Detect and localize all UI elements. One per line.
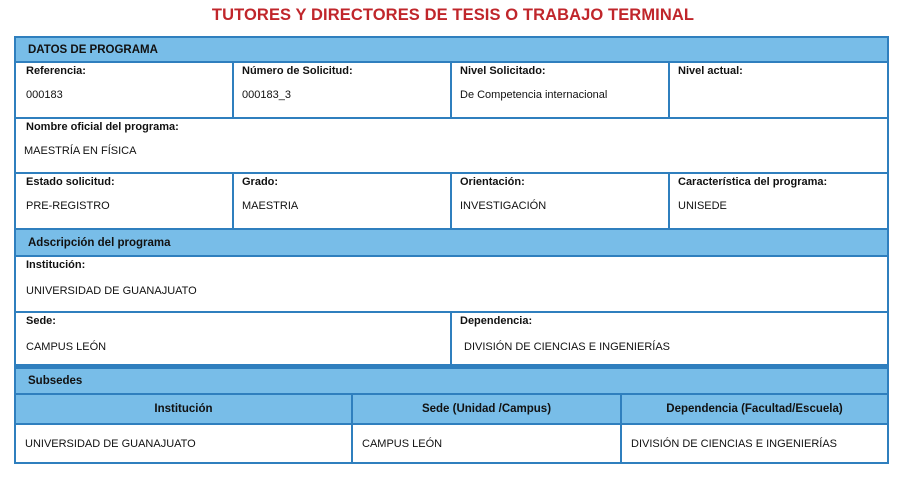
column-header-sede: Sede (Unidad /Campus) [351,393,622,425]
field-label: Dependencia: [460,315,533,327]
column-header-dependencia: Dependencia (Facultad/Escuela) [620,393,889,425]
field-label: Nivel Solicitado: [460,65,546,77]
field-grado [232,172,452,230]
section-header-adscripcion: Adscripción del programa [14,228,889,257]
field-value: UNISEDE [678,200,727,212]
section-header-datos-programa: DATOS DE PROGRAMA [14,36,889,63]
field-label: Característica del programa: [678,176,828,188]
field-institucion [14,255,889,313]
field-label: Grado: [242,176,279,188]
field-estado-solicitud [14,172,234,230]
page-title: TUTORES Y DIRECTORES DE TESIS O TRABAJO TERMINAL [211,6,695,24]
field-label: Número de Solicitud: [242,65,353,77]
table-cell-sede: CAMPUS LEÓN [351,423,622,464]
field-value: PRE-REGISTRO [26,200,110,212]
field-value: 000183 [26,89,63,101]
field-value: UNIVERSIDAD DE GUANAJUATO [26,285,197,297]
field-label: Nivel actual: [678,65,743,77]
field-value: CAMPUS LEÓN [26,341,107,353]
field-nivel-solicitado [450,61,670,119]
field-dependencia [450,311,889,367]
field-label: Institución: [26,259,86,271]
field-value: MAESTRÍA EN FÍSICA [24,145,137,157]
field-value: INVESTIGACIÓN [460,200,547,212]
field-label: Sede: [26,315,56,327]
field-sede [14,311,452,367]
field-label: Orientación: [460,176,525,188]
field-value: De Competencia internacional [460,89,608,101]
table-cell-dependencia: DIVISIÓN DE CIENCIAS E INGENIERÍAS [620,423,889,464]
column-header-institucion: Institución [14,393,353,425]
field-label: Nombre oficial del programa: [26,121,179,133]
field-label: Estado solicitud: [26,176,115,188]
field-orientacion [450,172,670,230]
table-cell-institucion: UNIVERSIDAD DE GUANAJUATO [14,423,353,464]
field-label: Referencia: [26,65,86,77]
field-value: 000183_3 [242,89,291,101]
field-referencia [14,61,234,119]
field-numero-solicitud [232,61,452,119]
field-caracteristica [668,172,889,230]
field-nombre-oficial [14,117,889,174]
field-nivel-actual [668,61,889,119]
field-value: DIVISIÓN DE CIENCIAS E INGENIERÍAS [464,341,670,353]
section-header-subsedes: Subsedes [14,367,889,395]
field-value: MAESTRIA [242,200,299,212]
